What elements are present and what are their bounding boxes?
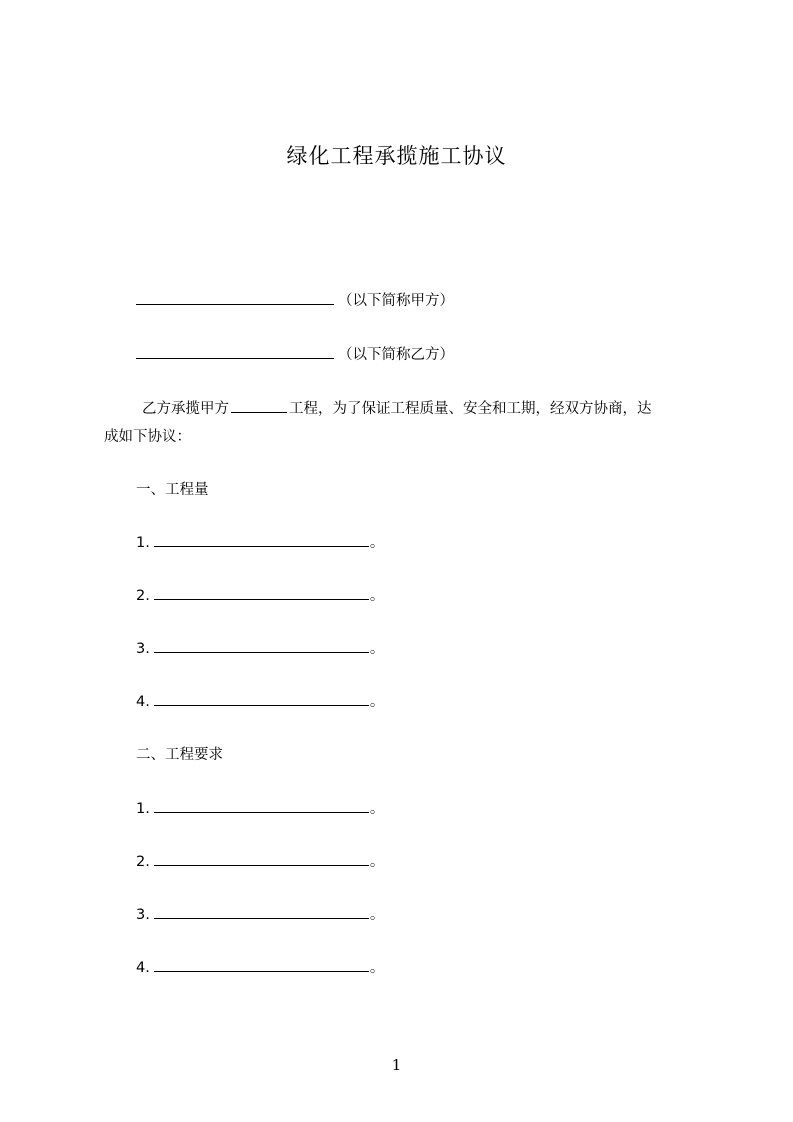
project-name-blank[interactable]	[231, 398, 287, 413]
item-end: 。	[369, 801, 385, 817]
list-item	[136, 957, 384, 979]
item-number: 1.	[136, 801, 150, 817]
section-heading: 二、工程要求	[136, 747, 223, 763]
list-item	[136, 585, 384, 607]
party-b-suffix: （以下简称乙方）	[338, 347, 454, 363]
intro-suffix: 工程，为了保证工程质量、安全和工期，经双方协商，达	[289, 401, 652, 417]
list-item	[136, 798, 384, 820]
item-number: 2.	[136, 588, 150, 604]
item-number: 4.	[136, 960, 150, 976]
item-end: 。	[369, 854, 385, 870]
item-blank[interactable]	[154, 691, 369, 706]
list-item	[136, 691, 384, 713]
item-end: 。	[369, 535, 385, 551]
item-blank[interactable]	[154, 532, 369, 547]
item-blank[interactable]	[154, 851, 369, 866]
item-end: 。	[369, 588, 385, 604]
document-title: 绿化工程承揽施工协议	[286, 144, 507, 168]
list-item	[136, 904, 384, 926]
item-number: 3.	[136, 907, 150, 923]
item-end: 。	[369, 960, 385, 976]
party-a-suffix: （以下简称甲方）	[338, 293, 454, 309]
list-item	[136, 532, 384, 554]
list-item	[136, 851, 384, 873]
list-item	[136, 638, 384, 660]
item-blank[interactable]	[154, 798, 369, 813]
party-a-line	[136, 290, 454, 312]
item-blank[interactable]	[154, 957, 369, 972]
section-heading: 一、工程量	[136, 482, 209, 498]
party-b-line	[136, 344, 454, 366]
item-blank[interactable]	[154, 585, 369, 600]
item-number: 4.	[136, 694, 150, 710]
item-blank[interactable]	[154, 638, 369, 653]
page-number: 1	[391, 1056, 402, 1074]
item-number: 3.	[136, 641, 150, 657]
item-end: 。	[369, 694, 385, 710]
party-a-blank[interactable]	[136, 290, 334, 305]
intro-prefix: 乙方承揽甲方	[142, 401, 229, 417]
item-number: 2.	[136, 854, 150, 870]
item-blank[interactable]	[154, 904, 369, 919]
item-end: 。	[369, 641, 385, 657]
intro-line-2: 成如下协议：	[104, 429, 191, 445]
intro-line-1	[142, 398, 652, 420]
item-end: 。	[369, 907, 385, 923]
item-number: 1.	[136, 535, 150, 551]
party-b-blank[interactable]	[136, 344, 334, 359]
